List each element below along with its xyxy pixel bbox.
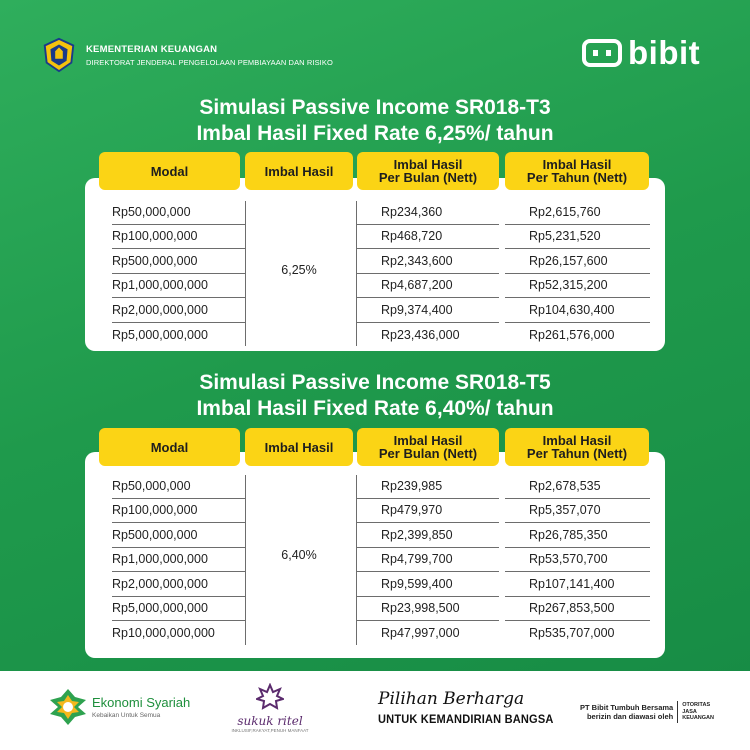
table-cell: Rp261,576,000 <box>529 327 615 342</box>
table-cell: Rp9,374,400 <box>357 298 499 323</box>
table-cell: Rp2,399,850 <box>357 523 499 548</box>
header-line: Imbal Hasil <box>393 433 463 448</box>
section-2-title-line2: Imbal Hasil Fixed Rate 6,40%/ tahun <box>196 397 554 420</box>
footer <box>0 671 750 750</box>
table-cell: Rp4,799,700 <box>357 548 499 573</box>
table-cell: Rp100,000,000 <box>112 499 245 524</box>
table-cell: Rp9,599,400 <box>357 572 499 597</box>
section-1-per-bulan-column <box>357 200 499 347</box>
section-2-rate: 6,40% <box>281 548 317 562</box>
legal-line2: berizin dan diawasi oleh <box>586 712 674 721</box>
sukuk-star-icon <box>256 683 284 711</box>
table-cell: Rp267,853,500 <box>505 597 650 622</box>
table-cell: Rp4,687,200 <box>357 274 499 299</box>
section-2-header-imbal: Imbal Hasil <box>245 428 353 466</box>
section-2-title <box>0 370 750 422</box>
header-line: Imbal Hasil <box>393 157 463 172</box>
legal-line1: PT Bibit Tumbuh Bersama <box>580 703 674 712</box>
ojk-line1: OTORITAS <box>682 702 711 709</box>
table-cell: Rp107,141,400 <box>505 572 650 597</box>
section-1-modal-column <box>112 200 245 347</box>
table-cell: Rp500,000,000 <box>112 523 245 548</box>
kemenkeu-emblem-icon <box>40 36 78 74</box>
table-cell: Rp104,630,400 <box>505 298 650 323</box>
table-cell: Rp2,615,760 <box>505 200 650 225</box>
section-1-header-per-tahun <box>505 152 649 190</box>
header-line: Per Tahun (Nett) <box>526 446 628 461</box>
section-2-header-per-bulan <box>357 428 499 466</box>
table-cell: Rp5,000,000,000 <box>112 327 208 342</box>
table-cell: Rp26,157,600 <box>505 249 650 274</box>
table-cell: Rp23,436,000 <box>381 327 460 342</box>
table-cell: Rp2,343,600 <box>357 249 499 274</box>
ojk-line3: KEUANGAN <box>682 715 714 722</box>
legal-divider <box>677 701 678 723</box>
sukuk-ritel-logo <box>225 683 315 733</box>
table-cell: Rp53,570,700 <box>505 548 650 573</box>
header-line: Imbal Hasil <box>542 157 612 172</box>
section-1-header-modal: Modal <box>99 152 240 190</box>
header-line: Per Bulan (Nett) <box>378 446 478 461</box>
table-cell: Rp5,231,520 <box>505 225 650 250</box>
table-cell: Rp5,000,000,000 <box>112 597 245 622</box>
table-cell: Rp100,000,000 <box>112 225 245 250</box>
section-1-title <box>0 95 750 147</box>
slogan-caps: UNTUK KEMANDIRIAN BANGSA <box>378 712 554 726</box>
ojk-line2: JASA <box>682 708 697 715</box>
table-cell: Rp5,357,070 <box>505 499 650 524</box>
bibit-legal-notice <box>580 701 714 723</box>
ministry-directorate: DIREKTORAT JENDERAL PENGELOLAAN PEMBIAYAAN DAN RISIKO <box>86 57 333 67</box>
table-cell: Rp2,000,000,000 <box>112 572 245 597</box>
table-cell: Rp26,785,350 <box>505 523 650 548</box>
table-cell: Rp500,000,000 <box>112 249 245 274</box>
sukuk-ritel-name: sukuk ritel <box>237 714 303 728</box>
section-2-per-tahun-column <box>505 474 650 646</box>
ekonomi-syariah-tagline: Kebaikan Untuk Semua <box>92 712 161 719</box>
ekonomi-syariah-icon <box>48 687 88 727</box>
sukuk-ritel-tagline: INKLUSIF,RAKYAT,PENUH MANFAAT <box>231 728 309 733</box>
section-2-header-per-tahun <box>505 428 649 466</box>
ekonomi-syariah-logo <box>48 687 190 727</box>
header-line: Per Tahun (Nett) <box>526 170 628 185</box>
table-cell: Rp10,000,000,000 <box>112 626 215 641</box>
header-line: Per Bulan (Nett) <box>378 170 478 185</box>
section-2-header-modal: Modal <box>99 428 240 466</box>
table-cell: Rp50,000,000 <box>112 474 245 499</box>
table-cell: Rp535,707,000 <box>529 626 615 641</box>
table-cell: Rp1,000,000,000 <box>112 548 245 573</box>
bibit-logo <box>582 36 700 69</box>
section-2-per-bulan-column <box>357 474 499 646</box>
bibit-wordmark: bibit <box>628 34 701 71</box>
pilihan-berharga-slogan <box>378 689 569 726</box>
section-1-rate: 6,25% <box>281 263 317 277</box>
table-cell: Rp47,997,000 <box>381 626 460 641</box>
ekonomi-syariah-title: Ekonomi Syariah <box>92 695 191 710</box>
table-cell: Rp23,998,500 <box>357 597 499 622</box>
section-2-modal-column <box>112 474 245 646</box>
table-cell: Rp2,678,535 <box>505 474 650 499</box>
table-cell: Rp468,720 <box>357 225 499 250</box>
table-cell: Rp234,360 <box>357 200 499 225</box>
table-cell: Rp50,000,000 <box>112 200 245 225</box>
section-1-header-imbal: Imbal Hasil <box>245 152 353 190</box>
table-cell: Rp52,315,200 <box>505 274 650 299</box>
table-cell: Rp1,000,000,000 <box>112 274 245 299</box>
ministry-name: KEMENTERIAN KEUANGAN <box>86 43 218 55</box>
section-2-title-line1: Simulasi Passive Income SR018-T5 <box>199 371 551 394</box>
ojk-logo <box>682 702 714 722</box>
table-cell: Rp2,000,000,000 <box>112 298 245 323</box>
section-1-title-line2: Imbal Hasil Fixed Rate 6,25%/ tahun <box>196 122 554 145</box>
slogan-script: Pilihan Berharga <box>378 689 525 709</box>
header-line: Imbal Hasil <box>542 433 612 448</box>
section-1-title-line1: Simulasi Passive Income SR018-T3 <box>199 96 551 119</box>
table-cell: Rp239,985 <box>357 474 499 499</box>
table-cell: Rp479,970 <box>357 499 499 524</box>
section-1-per-tahun-column <box>505 200 650 347</box>
section-1-header-per-bulan <box>357 152 499 190</box>
bibit-logo-icon <box>582 39 622 67</box>
kemenkeu-logo-group <box>40 36 333 74</box>
